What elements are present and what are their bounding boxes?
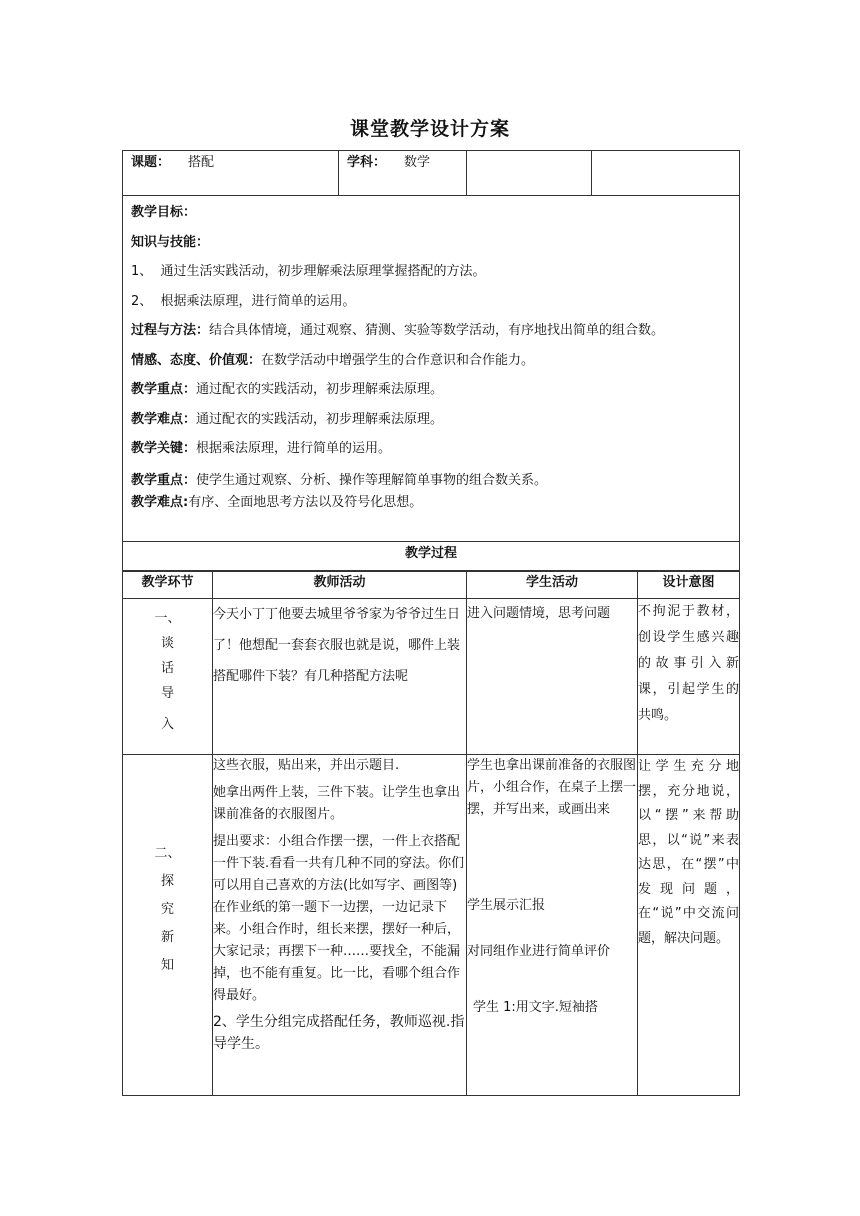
stage-char: 二、 <box>154 846 181 861</box>
teacher-paragraph: 她拿出两件上装，三件下装。让学生也拿出课前准备的衣服图片。 <box>213 785 461 822</box>
difficulty-text: 通过配衣的实践活动，初步理解乘法原理。 <box>196 411 444 427</box>
teacher-paragraph: 提出要求：小组合作摆一摆，一件上衣搭配一件下装.看看一共有几种不同的穿法。你们可以用自己喜欢的方法(比如写字、画图等)在作业纸的第一题下一边摆，一边记录下来。小组合作时，组长来摆，摆好一种后，大家记录；再摆下一种……要找全，不能漏掉，也不能有重复。比一比，看哪个组合作得最好。 <box>213 834 465 1003</box>
key-point2-label: 教学重点： <box>131 472 197 488</box>
stage-char: 谈 <box>160 636 174 651</box>
subject-label: 学科： <box>347 155 387 170</box>
column-header-student: 学生活动 <box>467 571 638 599</box>
process-table <box>122 570 740 1096</box>
header-row <box>123 151 740 196</box>
stage-char: 探 <box>160 874 174 889</box>
column-header-intent: 设计意图 <box>638 571 740 599</box>
key-point2-text: 使学生通过观察、分析、操作等理解简单事物的组合数关系。 <box>196 472 548 488</box>
design-intent-2: 让学生充分地摆，充分地说，以“摆”来帮助思，以“说”来表达思，在“摆”中发现问题，在“说”中交流问题，解决问题。 <box>638 755 740 1096</box>
stage-char: 话 <box>160 661 174 676</box>
difficulty2-label: 教学难点: <box>131 494 189 510</box>
stage-char: 究 <box>160 902 174 917</box>
column-header-stage: 教学环节 <box>123 571 213 599</box>
student-activity-1: 进入问题情境，思考问题 <box>467 599 638 755</box>
teacher-paragraph: 2、学生分组完成搭配任务，教师巡视.指导学生。 <box>213 1014 465 1052</box>
stage-char: 知 <box>160 958 174 973</box>
topic-value: 搭配 <box>188 155 215 170</box>
design-intent-1: 不拘泥于教材，创设学生感兴趣的故事引入新课，引起学生的共鸣。 <box>638 599 740 755</box>
topic-cell <box>123 151 339 196</box>
difficulty-label: 教学难点： <box>131 411 197 427</box>
key-point-label: 教学重点： <box>131 382 197 397</box>
table-row <box>123 599 740 755</box>
empty-header-cell-2 <box>592 151 740 196</box>
student-paragraph: 学生展示汇报 <box>467 898 546 913</box>
knowledge-heading: 知识与技能： <box>131 234 210 250</box>
key-point-text: 通过配衣的实践活动，初步理解乘法原理。 <box>196 382 444 397</box>
student-activity-2 <box>467 755 638 1096</box>
stage-char: 一、 <box>154 611 181 626</box>
stage-char: 入 <box>160 717 174 732</box>
difficulty2-text: 有序、全面地思考方法以及符号化思想。 <box>188 494 423 510</box>
table-row <box>123 755 740 1096</box>
topic-label: 课题： <box>131 155 171 170</box>
student-paragraph: 对同组作业进行简单评价 <box>467 944 611 959</box>
key-label: 教学关键： <box>131 441 197 456</box>
objectives-row <box>123 196 740 542</box>
emotion-label: 情感、态度、价值观： <box>131 352 262 368</box>
subject-cell <box>339 151 467 196</box>
knowledge-item-1: 1、 通过生活实践活动，初步理解乘法原理掌握搭配的方法。 <box>131 264 486 279</box>
page-title: 课堂教学设计方案 <box>349 118 510 140</box>
student-paragraph: 学生 1:用文字.短袖搭 <box>473 1000 598 1015</box>
column-header-row <box>123 571 740 599</box>
stage-char: 导 <box>160 686 174 701</box>
student-paragraph: 学生也拿出课前准备的衣服图片，小组合作，在桌子上摆一摆，并写出来，或画出来 <box>467 758 637 817</box>
teacher-paragraph: 这些衣服，贴出来，并出示题目. <box>213 758 400 773</box>
teacher-activity-1: 今天小丁丁他要去城里爷爷家为爷爷过生日了！他想配一套套衣服也就是说，哪件上装搭配哪件下装？有几种搭配方法呢 <box>213 599 467 755</box>
process-title: 教学过程 <box>123 542 740 572</box>
subject-value: 数学 <box>404 155 431 170</box>
process-title-row <box>123 542 740 572</box>
emotion-text: 在数学活动中增强学生的合作意识和合作能力。 <box>261 352 535 368</box>
key-text: 根据乘法原理，进行简单的运用。 <box>196 441 392 456</box>
process-text: 结合具体情境，通过观察、猜测、实验等数学活动，有序地找出简单的组合数。 <box>209 323 665 338</box>
lesson-plan-table <box>122 150 740 572</box>
stage-cell-1 <box>123 599 213 755</box>
knowledge-item-2: 2、 根据乘法原理，进行简单的运用。 <box>131 293 356 309</box>
stage-cell-2 <box>123 755 213 1096</box>
objectives-heading: 教学目标： <box>131 205 197 220</box>
empty-header-cell-1 <box>467 151 592 196</box>
column-header-teacher: 教师活动 <box>213 571 467 599</box>
teacher-activity-2 <box>213 755 467 1096</box>
objectives-cell <box>123 196 740 542</box>
process-label: 过程与方法： <box>131 323 210 338</box>
stage-char: 新 <box>160 930 174 945</box>
